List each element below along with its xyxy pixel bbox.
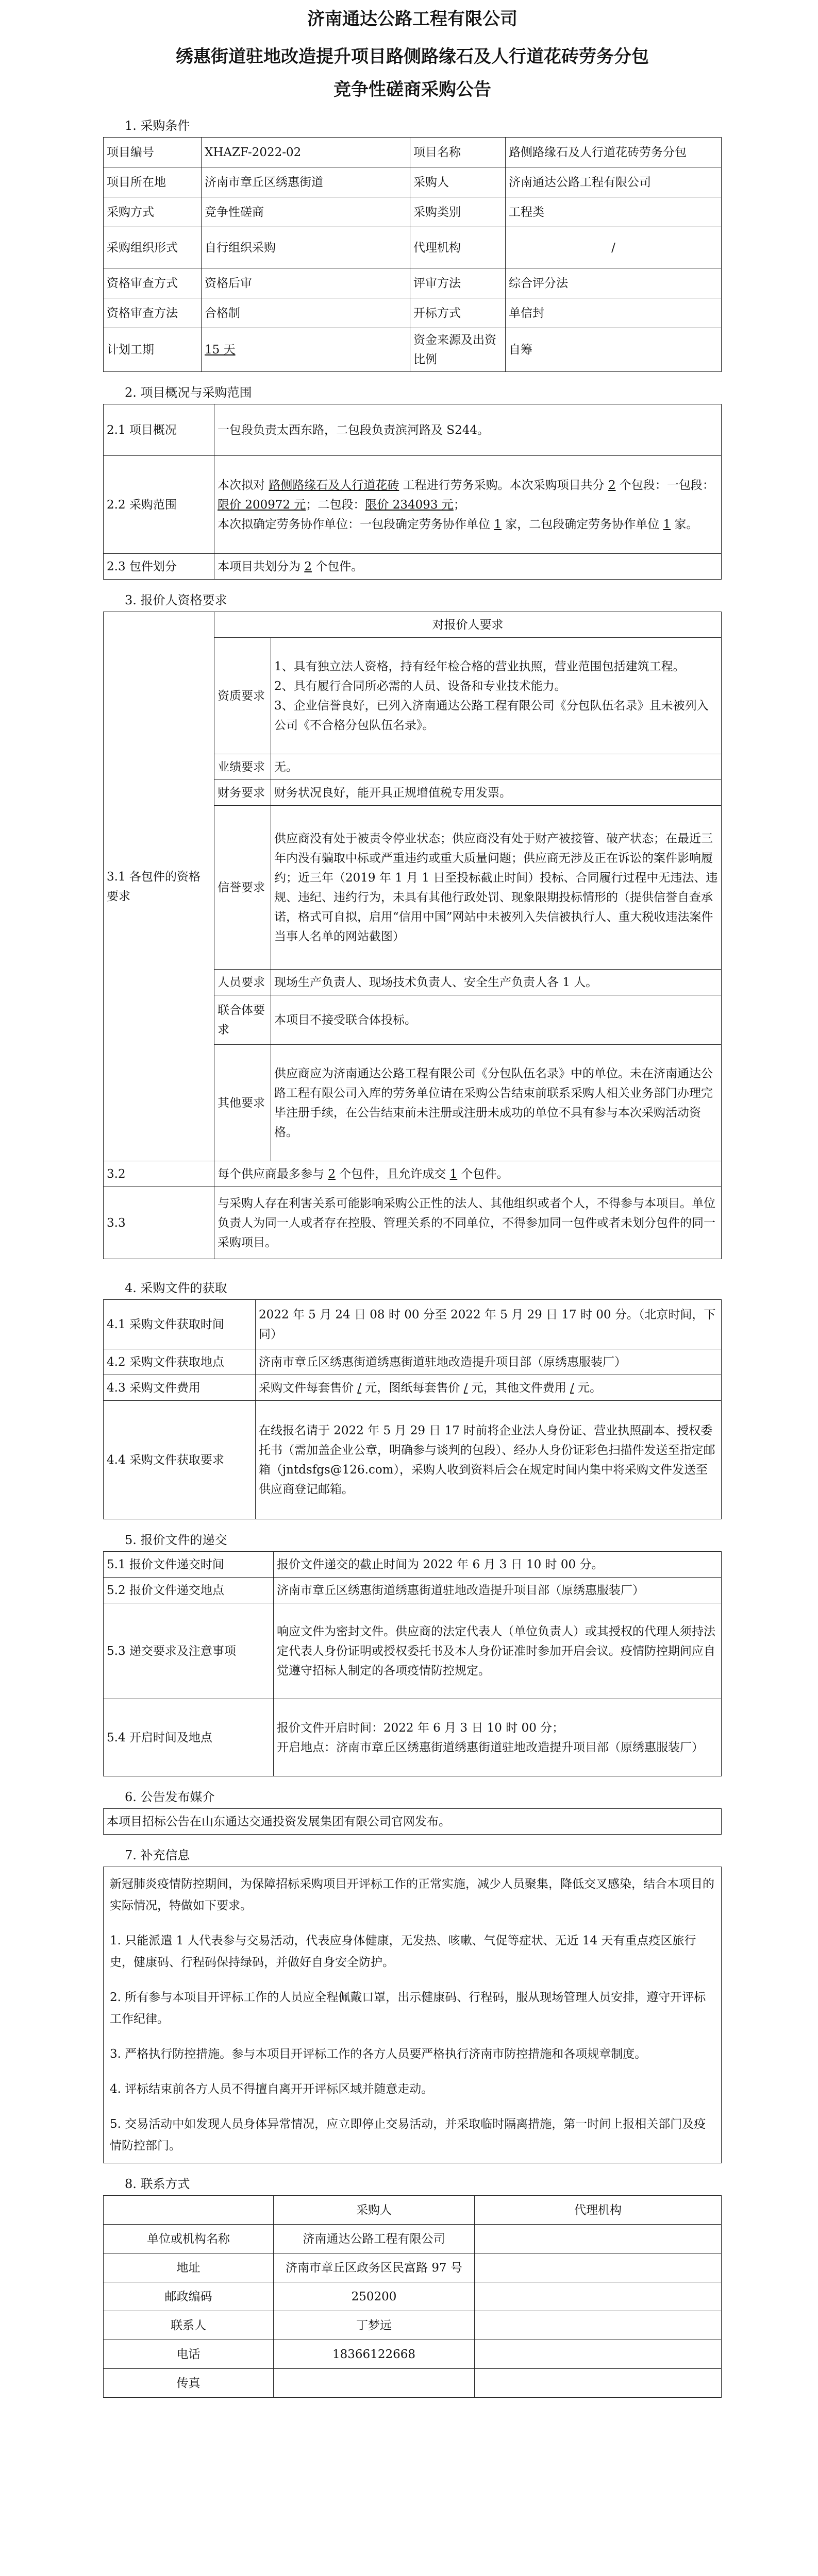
- cell-value: 2022 年 5 月 24 日 08 时 00 分至 2022 年 5 月 29 日 17 时 00 分。（北京时间，下同）: [256, 1300, 722, 1349]
- document-acquisition-table: [103, 1299, 722, 1519]
- text: ；: [453, 498, 465, 512]
- table-row: [104, 1552, 722, 1578]
- table-row: [104, 1161, 722, 1187]
- cell-value: [274, 2369, 475, 2398]
- cell-label: 2.1 项目概况: [104, 404, 214, 456]
- section-heading: 7. 补充信息: [125, 1848, 190, 1862]
- cell-label: 财务要求: [214, 780, 271, 806]
- section-heading: 6. 公告发布媒介: [125, 1790, 215, 1804]
- cell-label: 5.4 开启时间及地点: [104, 1699, 274, 1776]
- text: 限价 234093 元: [365, 498, 454, 512]
- project-scope-table: [103, 404, 722, 580]
- table-row: [104, 298, 722, 328]
- bidder-qualification-table: [103, 612, 722, 1259]
- cell-value: 自筹: [506, 328, 722, 372]
- email-link[interactable]: jntdsfgs@126.com: [282, 1463, 394, 1477]
- cell-value: 济南通达公路工程有限公司: [274, 2225, 475, 2253]
- cell-value: [271, 638, 722, 754]
- cell-label: 采购类别: [410, 197, 506, 227]
- cell-value: [256, 1401, 722, 1519]
- table-row: [104, 1699, 722, 1776]
- cell-value: 一包段负责太西东路，二包段负责滨河路及 S244。: [214, 404, 722, 456]
- cell-label: 4.2 采购文件获取地点: [104, 1349, 256, 1375]
- publication-media-table: [103, 1808, 722, 1835]
- cell-label: 采购组织形式: [104, 227, 202, 268]
- cell-label: 单位或机构名称: [104, 2225, 274, 2253]
- text: /: [570, 1381, 574, 1395]
- cell-label: 其他要求: [214, 1045, 271, 1161]
- cell-value: [274, 1699, 722, 1776]
- cell-value: 竞争性磋商: [202, 197, 410, 227]
- supplementary-info-table: [103, 1867, 722, 2163]
- table-row: [104, 404, 722, 456]
- cell-label: 代理机构: [410, 227, 506, 268]
- section-heading: 4. 采购文件的获取: [125, 1281, 227, 1295]
- cell-label: 资质要求: [214, 638, 271, 754]
- cell-value: 报价文件递交的截止时间为 2022 年 6 月 3 日 10 时 00 分。: [274, 1552, 722, 1578]
- table-row: [104, 227, 722, 268]
- cell-value: 路侧路缘石及人行道花砖劳务分包: [506, 138, 722, 167]
- cell-label: 3.2: [104, 1161, 214, 1187]
- cell-label: 电话: [104, 2340, 274, 2369]
- section-heading: 3. 报价人资格要求: [125, 593, 227, 607]
- cell-value: 250200: [274, 2282, 475, 2311]
- cell-value: 供应商应为济南通达公路工程有限公司《分包队伍名录》中的单位。未在济南通达公路工程有限公司入库的劳务单位请在采购公告结束前联系采购人相关业务部门办理完毕注册手续，在公告结束前未注册或注册未成功的单位不具有参与本次采购活动资格。: [271, 1045, 722, 1161]
- cell-label: 计划工期: [104, 328, 202, 372]
- list-item: 2、具有履行合同所必需的人员、设备和专业技术能力。: [274, 679, 566, 693]
- text: 在线报名请于 2022 年 5 月 29 日 17 时前将企业法人身份证、营业执照副本、授权委托书（需加盖企业公章，明确参与谈判的包段）、经办人身份证彩色扫描件发送至指定邮箱（: [259, 1423, 715, 1477]
- cell-label: 3.3: [104, 1187, 214, 1259]
- cell-label: 资格审查方法: [104, 298, 202, 328]
- text: 2: [608, 478, 616, 492]
- cell-value: 与采购人存在利害关系可能影响采购公正性的法人、其他组织或者个人，不得参与本项目。单位负责人为同一人或者存在控股、管理关系的不同单位，不得参加同一包件或者未划分包件的同一采购项目。: [214, 1187, 722, 1259]
- text: 2: [304, 560, 312, 573]
- table-row: [104, 612, 722, 638]
- cell-label: 4.1 采购文件获取时间: [104, 1300, 256, 1349]
- text: 每个供应商最多参与: [218, 1167, 324, 1181]
- cell-value: 济南市章丘区绣惠街道绣惠街道驻地改造提升项目部（原绣惠服装厂）: [256, 1349, 722, 1375]
- cell-value: [475, 2253, 722, 2282]
- section-heading: 2. 项目概况与采购范围: [125, 385, 252, 400]
- text: 1: [663, 517, 671, 531]
- cell-value: 无。: [271, 754, 722, 780]
- cell-label: 项目所在地: [104, 167, 202, 197]
- table-row: [104, 456, 722, 554]
- cell-label: 资格审查方式: [104, 268, 202, 298]
- text: ；二包段：: [306, 498, 365, 512]
- cell-value: 济南市章丘区绣惠街道绣惠街道驻地改造提升项目部（原绣惠服装厂）: [274, 1578, 722, 1603]
- cell-label: 联系人: [104, 2311, 274, 2340]
- table-row: [104, 554, 722, 580]
- cell-header: [104, 2196, 274, 2225]
- table-row: [104, 1809, 722, 1835]
- text: 本次拟对: [218, 478, 265, 492]
- cell-header: 代理机构: [475, 2196, 722, 2225]
- cell-label: 项目编号: [104, 138, 202, 167]
- text: 元，其他文件费用: [471, 1381, 566, 1395]
- procurement-conditions-table: [103, 137, 722, 372]
- table-row: [104, 2225, 722, 2253]
- cell-value: 济南市章丘区政务区民富路 97 号: [274, 2253, 475, 2282]
- table-row: [104, 2369, 722, 2398]
- table-row: [104, 328, 722, 372]
- text: 家，二包段确定劳务协作单位: [505, 517, 660, 531]
- text: 开启地点：济南市章丘区绣惠街道绣惠街道驻地改造提升项目部（原绣惠服装厂）: [277, 1740, 704, 1754]
- table-row: [104, 167, 722, 197]
- text: 本次拟确定劳务协作单位：一包段确定劳务协作单位: [218, 517, 490, 531]
- cell-value: 丁梦远: [274, 2311, 475, 2340]
- cell-value: 现场生产负责人、现场技术负责人、安全生产负责人各 1 人。: [271, 970, 722, 995]
- text: 元，图纸每套售价: [365, 1381, 460, 1395]
- cell-value: 自行组织采购: [202, 227, 410, 268]
- cell-label: 5.1 报价文件递交时间: [104, 1552, 274, 1578]
- text: 元。: [578, 1381, 602, 1395]
- paragraph: 5. 交易活动中如发现人员身体异常情况，应立即停止交易活动，并采取临时隔离措施，第一时间上报相关部门及疫情防控部门。: [110, 2117, 706, 2153]
- text: 报价文件开启时间：2022 年 6 月 3 日 10 时 00 分；: [277, 1721, 564, 1735]
- cell-value: 工程类: [506, 197, 722, 227]
- cell-value: 济南市章丘区绣惠街道: [202, 167, 410, 197]
- text: 本项目共划分为: [218, 560, 301, 573]
- cell-label: 4.3 采购文件费用: [104, 1375, 256, 1401]
- cell-label: 联合体要求: [214, 995, 271, 1045]
- cell-value: 合格制: [202, 298, 410, 328]
- table-row: [104, 2282, 722, 2311]
- cell-value: 综合评分法: [506, 268, 722, 298]
- list-item: 1、具有独立法人资格，持有经年检合格的营业执照，营业范围包括建筑工程。: [274, 659, 685, 673]
- cell-value: [104, 1867, 722, 2163]
- text: 家。: [674, 517, 698, 531]
- table-row: [104, 197, 722, 227]
- cell-value: [475, 2225, 722, 2253]
- cell-value: [214, 456, 722, 554]
- cell-label: 5.3 递交要求及注意事项: [104, 1603, 274, 1699]
- cell-value: 资格后审: [202, 268, 410, 298]
- cell-label: 4.4 采购文件获取要求: [104, 1401, 256, 1519]
- cell-label: 地址: [104, 2253, 274, 2282]
- page-subtitle: 竞争性磋商采购公告: [333, 79, 491, 100]
- paragraph: 1. 只能派遣 1 人代表参与交易活动，代表应身体健康，无发热、咳嗽、气促等症状、无近 14 天有重点疫区旅行史，健康码、行程码保持绿码，并做好自身安全防护。: [110, 1934, 696, 1969]
- table-row: [104, 1349, 722, 1375]
- text: 限价 200972 元: [218, 498, 306, 512]
- section-heading: 8. 联系方式: [125, 2177, 190, 2191]
- cell-label: 采购方式: [104, 197, 202, 227]
- section-heading: 5. 报价文件的递交: [125, 1533, 227, 1547]
- cell-label: 人员要求: [214, 970, 271, 995]
- page-title: 绣惠街道驻地改造提升项目路侧路缘石及人行道花砖劳务分包: [176, 46, 649, 67]
- table-row: [104, 2340, 722, 2369]
- paragraph: 2. 所有参与本项目开评标工作的人员应全程佩戴口罩，出示健康码、行程码，服从现场管理人员安排，遵守开评标工作纪律。: [110, 1991, 706, 2026]
- table-row: [104, 1300, 722, 1349]
- cell-value: [214, 1161, 722, 1187]
- text: 2: [328, 1167, 336, 1181]
- cell-value: 响应文件为密封文件。供应商的法定代表人（单位负责人）或其授权的代理人须持法定代表人身份证明或授权委托书及本人身份证准时参加开启会议。疫情防控期间应自觉遵守招标人制定的各项疫情防控规定。: [274, 1603, 722, 1699]
- cell-label: 2.3 包件划分: [104, 554, 214, 580]
- table-row: [104, 1603, 722, 1699]
- cell-value: [214, 554, 722, 580]
- cell-header: 采购人: [274, 2196, 475, 2225]
- paragraph: 4. 评标结束前各方人员不得擅自离开开评标区域并随意走动。: [110, 2082, 433, 2096]
- table-row: [104, 1375, 722, 1401]
- cell-label: 信誉要求: [214, 806, 271, 970]
- table-row: [104, 1401, 722, 1519]
- text: 个包件，且允许成交: [339, 1167, 446, 1181]
- table-row: [104, 138, 722, 167]
- cell-value: [475, 2369, 722, 2398]
- cell-label: 采购人: [410, 167, 506, 197]
- cell-header: 对报价人要求: [214, 612, 722, 638]
- cell-value: 济南通达公路工程有限公司: [506, 167, 722, 197]
- cell-value: [475, 2282, 722, 2311]
- table-row: [104, 2253, 722, 2282]
- text: 个包件。: [461, 1167, 509, 1181]
- cell-value: 供应商没有处于被责令停业状态；供应商没有处于财产被接管、破产状态；在最近三年内没有骗取中标或严重违约或重大质量问题；供应商无涉及正在诉讼的案件影响履约；近三年（2019 年 1 月 1 日至投标截止时间）投标、合同履行过程中无违法、违规、违纪、违约行为，未具有其他行政处罚、现象限期投标情形的（提供信誉自查承诺，格式可自拟，启用“信用中国”网站中未被列入失信被执行人、重大税收违法案件当事人名单的网站截图）: [271, 806, 722, 970]
- cell-label: 邮政编码: [104, 2282, 274, 2311]
- cell-value: 18366122668: [274, 2340, 475, 2369]
- paragraph: 新冠肺炎疫情防控期间，为保障招标采购项目开评标工作的正常实施，减少人员聚集，降低交叉感染，结合本项目的实际情况，特做如下要求。: [110, 1877, 714, 1912]
- cell-label: 评审方法: [410, 268, 506, 298]
- text: ），采购人收到资料后会在规定时间内集中将采购文件发送至供应商登记邮箱。: [259, 1463, 708, 1496]
- announcement-page: [103, 0, 722, 2398]
- table-row: [104, 1867, 722, 2163]
- table-row: [104, 1187, 722, 1259]
- list-item: 3、企业信誉良好，已列入济南通达公路工程有限公司《分包队伍名录》且未被列入公司《不合格分包队伍名录》。: [274, 699, 709, 732]
- cell-label: 传真: [104, 2369, 274, 2398]
- cell-label: 3.1 各包件的资格要求: [104, 612, 214, 1161]
- contact-table: [103, 2195, 722, 2398]
- cell-value: 本项目招标公告在山东通达交通投资发展集团有限公司官网发布。: [104, 1809, 722, 1835]
- cell-label: 开标方式: [410, 298, 506, 328]
- company-name: 济南通达公路工程有限公司: [307, 9, 517, 29]
- text: 工程进行劳务采购。本次采购项目共分: [403, 478, 605, 492]
- cell-value: 15 天: [202, 328, 410, 372]
- paragraph: 3. 严格执行防控措施。参与本项目开评标工作的各方人员要严格执行济南市防控措施和各项规章制度。: [110, 2047, 647, 2061]
- cell-value: XHAZF-2022-02: [202, 138, 410, 167]
- text: 1: [494, 517, 502, 531]
- cell-value: 单信封: [506, 298, 722, 328]
- text: 1: [449, 1167, 458, 1181]
- cell-value: 财务状况良好，能开具正规增值税专用发票。: [271, 780, 722, 806]
- cell-label: 项目名称: [410, 138, 506, 167]
- cell-value: /: [506, 227, 722, 268]
- cell-label: 5.2 报价文件递交地点: [104, 1578, 274, 1603]
- table-row: [104, 2311, 722, 2340]
- table-row: [104, 2196, 722, 2225]
- cell-value: [475, 2340, 722, 2369]
- text: /: [463, 1381, 468, 1395]
- text: 采购文件每套售价: [259, 1381, 354, 1395]
- table-row: [104, 1578, 722, 1603]
- text: 路侧路缘石及人行道花砖: [269, 478, 399, 492]
- cell-label: 资金来源及出资比例: [410, 328, 506, 372]
- text: 个包件。: [315, 560, 363, 573]
- table-row: [104, 268, 722, 298]
- cell-value: [475, 2311, 722, 2340]
- text: /: [357, 1381, 362, 1395]
- section-heading: 1. 采购条件: [125, 118, 190, 133]
- cell-value: [256, 1375, 722, 1401]
- cell-value: 本项目不接受联合体投标。: [271, 995, 722, 1045]
- bid-submission-table: [103, 1551, 722, 1776]
- cell-label: 业绩要求: [214, 754, 271, 780]
- text: 个包段：一包段：: [619, 478, 714, 492]
- cell-label: 2.2 采购范围: [104, 456, 214, 554]
